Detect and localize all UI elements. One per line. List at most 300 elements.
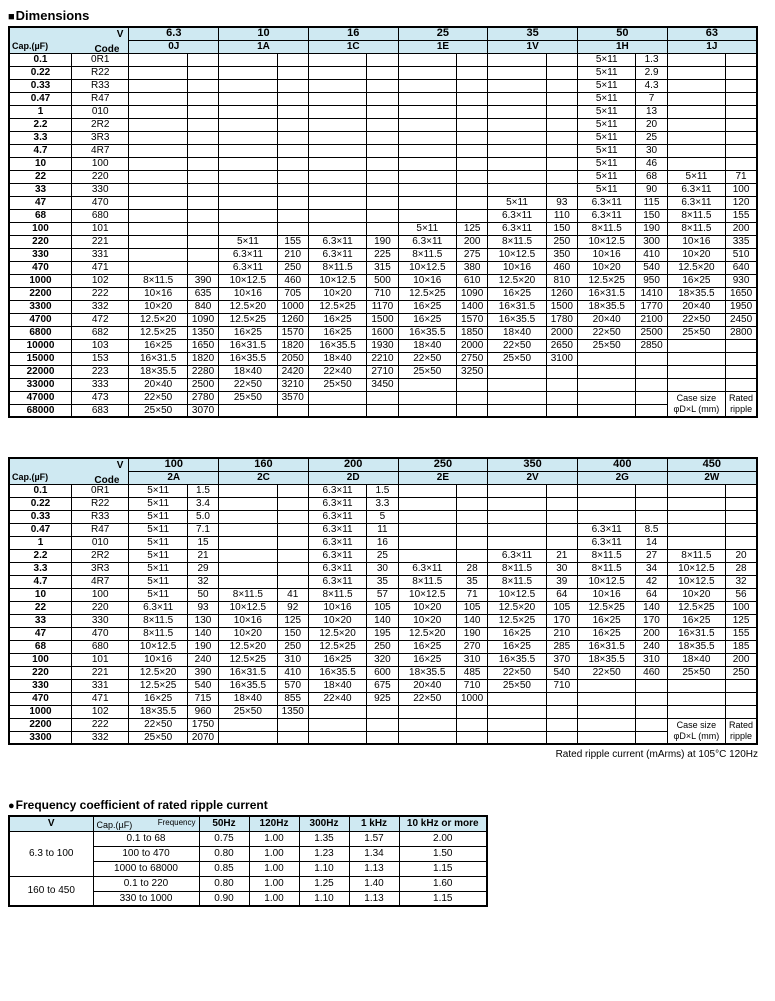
case-size-cell: 20×40 <box>398 679 456 692</box>
case-size-cell: 6.3×11 <box>308 484 366 497</box>
ripple-current-cell <box>726 144 757 157</box>
cap-code-cell: 222 <box>71 718 128 731</box>
ripple-current-cell: 410 <box>636 248 667 261</box>
ripple-current-cell: 2000 <box>546 326 577 339</box>
case-size-cell <box>667 92 725 105</box>
case-size-cell: 18×40 <box>488 326 546 339</box>
cap-code-cell: 4R7 <box>71 575 128 588</box>
ripple-current-cell: 1500 <box>367 313 398 326</box>
square-bullet-icon: ■ <box>8 11 15 23</box>
cap-code-cell: 0R1 <box>72 53 129 66</box>
case-size-cell <box>398 404 456 417</box>
case-size-cell <box>667 131 725 144</box>
circle-bullet-icon: ● <box>8 800 15 812</box>
case-size-cell <box>577 497 635 510</box>
case-size-cell <box>667 692 725 705</box>
coefficient-cell: 1.23 <box>299 846 349 861</box>
case-size-cell <box>219 66 277 79</box>
ripple-current-cell: 840 <box>187 300 218 313</box>
case-size-cell: 18×40 <box>219 692 277 705</box>
case-size-cell <box>398 79 456 92</box>
table-row <box>9 183 757 196</box>
ripple-current-cell: 50 <box>187 588 218 601</box>
case-size-cell <box>219 536 277 549</box>
ripple-current-cell: 2210 <box>367 352 398 365</box>
table-row <box>9 679 757 692</box>
case-size-cell <box>398 549 456 562</box>
ripple-current-cell: 300 <box>636 235 667 248</box>
ripple-current-cell: 410 <box>277 666 308 679</box>
case-size-cell: 25×50 <box>219 391 277 404</box>
ripple-current-cell <box>546 523 577 536</box>
cap-value-cell: 22 <box>9 601 71 614</box>
ripple-current-cell: 57 <box>367 588 398 601</box>
ripple-current-cell: 1650 <box>187 339 218 352</box>
case-size-cell: 16×25 <box>129 339 187 352</box>
case-size-cell <box>219 209 277 222</box>
ripple-current-cell: 150 <box>636 209 667 222</box>
ripple-current-cell: 315 <box>367 261 398 274</box>
case-size-cell <box>488 404 546 417</box>
case-size-cell <box>398 718 456 731</box>
ripple-current-cell: 170 <box>546 614 577 627</box>
case-size-label: Case size <box>676 392 717 403</box>
ripple-current-cell <box>367 196 398 209</box>
table-row <box>9 131 757 144</box>
case-size-cell <box>577 365 635 378</box>
ripple-current-cell <box>546 731 577 744</box>
case-size-cell <box>667 536 725 549</box>
ripple-current-cell: 140 <box>187 627 218 640</box>
ripple-current-cell <box>636 352 667 365</box>
case-size-cell <box>667 53 725 66</box>
case-size-cell <box>577 679 635 692</box>
ripple-current-cell: 600 <box>367 666 398 679</box>
cap-code-cell: 2R2 <box>72 118 129 131</box>
ripple-current-cell: 250 <box>726 666 757 679</box>
ripple-current-cell: 1090 <box>187 313 218 326</box>
ripple-current-cell: 105 <box>546 601 577 614</box>
ripple-current-cell <box>456 705 487 718</box>
case-size-cell <box>577 705 635 718</box>
ripple-current-cell <box>457 209 488 222</box>
voltage-code-header-cell: 1H <box>577 40 667 53</box>
case-size-cell <box>308 391 366 404</box>
ripple-current-cell: 8.5 <box>636 523 667 536</box>
case-size-cell <box>577 378 635 391</box>
case-size-cell: 10×16 <box>577 588 635 601</box>
case-size-cell: 10×12.5 <box>308 274 366 287</box>
rated-label: Rated <box>729 719 754 730</box>
cap-code-cell: R22 <box>71 497 128 510</box>
cap-code-cell: R47 <box>71 523 128 536</box>
ripple-current-cell <box>457 157 488 170</box>
ripple-current-cell: 710 <box>546 679 577 692</box>
ripple-current-cell: 390 <box>187 666 218 679</box>
cap-range-cell: 1000 to 68000 <box>93 861 199 876</box>
cap-code-cell: 332 <box>72 300 129 313</box>
voltage-header-cell: 400 <box>577 458 667 471</box>
ripple-current-cell <box>367 53 398 66</box>
ripple-current-cell <box>456 510 487 523</box>
cap-value-cell: 330 <box>9 679 71 692</box>
freq-cap-axis-label: Cap.(µF) <box>96 819 133 830</box>
case-size-cell: 12.5×25 <box>667 601 725 614</box>
cap-code-cell: 100 <box>72 157 129 170</box>
ripple-current-cell <box>726 497 757 510</box>
case-size-cell: 16×25 <box>398 300 456 313</box>
case-size-legend-cell <box>667 718 725 744</box>
ripple-current-cell: 335 <box>726 235 757 248</box>
ripple-current-cell: 635 <box>187 287 218 300</box>
case-size-cell: 6.3×11 <box>577 196 635 209</box>
case-size-cell: 5×11 <box>577 92 635 105</box>
ripple-current-cell <box>277 170 308 183</box>
ripple-current-cell <box>546 66 577 79</box>
voltage-code-header-cell: 2G <box>577 471 667 484</box>
table-row <box>9 352 757 365</box>
ripple-current-cell <box>277 131 308 144</box>
case-size-cell <box>488 484 546 497</box>
code-axis-label: Code <box>94 44 120 53</box>
case-size-unit-label: φD×L (mm) <box>673 730 720 741</box>
cap-value-cell: 68 <box>9 209 72 222</box>
cap-value-cell: 33000 <box>9 378 72 391</box>
ripple-current-cell: 3070 <box>187 404 218 417</box>
case-size-cell <box>129 157 187 170</box>
case-size-cell: 8×11.5 <box>219 588 277 601</box>
ripple-current-cell <box>457 196 488 209</box>
case-size-cell: 6.3×11 <box>308 575 366 588</box>
case-size-cell: 8×11.5 <box>398 248 456 261</box>
case-size-cell <box>667 118 725 131</box>
case-size-cell: 5×11 <box>577 131 635 144</box>
case-size-cell <box>129 183 187 196</box>
ripple-current-cell <box>546 118 577 131</box>
case-size-cell: 5×11 <box>129 523 187 536</box>
case-size-cell <box>398 510 456 523</box>
case-size-cell <box>488 497 546 510</box>
table-row <box>9 196 757 209</box>
ripple-current-cell <box>456 718 487 731</box>
case-size-cell: 18×40 <box>667 653 725 666</box>
cap-value-cell: 330 <box>9 248 72 261</box>
case-size-cell: 16×25 <box>308 326 366 339</box>
table-row <box>9 718 757 731</box>
dimensions-section-title <box>8 8 766 23</box>
case-size-cell: 18×35.5 <box>577 300 635 313</box>
ripple-current-cell: 16 <box>367 536 398 549</box>
case-size-cell: 6.3×11 <box>308 510 366 523</box>
ripple-current-cell <box>546 92 577 105</box>
ripple-current-cell: 3570 <box>277 391 308 404</box>
ripple-current-cell <box>277 79 308 92</box>
ripple-current-cell <box>546 105 577 118</box>
case-size-cell: 25×50 <box>667 666 725 679</box>
case-size-cell: 16×35.5 <box>488 653 546 666</box>
table-row <box>9 66 757 79</box>
case-size-cell <box>219 144 277 157</box>
case-size-cell <box>577 484 635 497</box>
voltage-range-cell: 160 to 450 <box>9 876 93 906</box>
ripple-current-cell <box>277 731 308 744</box>
ripple-current-cell: 13 <box>636 105 667 118</box>
table-row <box>9 170 757 183</box>
ripple-current-cell: 710 <box>456 679 487 692</box>
case-size-cell <box>129 131 187 144</box>
case-size-cell: 18×35.5 <box>667 287 725 300</box>
case-size-cell <box>577 404 635 417</box>
ripple-current-cell: 1.5 <box>187 484 218 497</box>
case-size-cell: 10×12.5 <box>577 575 635 588</box>
ripple-current-cell <box>367 731 398 744</box>
ripple-current-cell: 285 <box>546 640 577 653</box>
ripple-current-cell: 1350 <box>187 326 218 339</box>
case-size-cell <box>488 718 546 731</box>
ripple-current-cell <box>457 131 488 144</box>
ripple-current-cell: 460 <box>277 274 308 287</box>
ripple-current-cell: 185 <box>726 640 757 653</box>
ripple-current-cell: 540 <box>546 666 577 679</box>
case-size-cell <box>219 92 277 105</box>
case-size-cell <box>398 53 456 66</box>
cap-code-cell: 472 <box>72 313 129 326</box>
ripple-current-cell: 105 <box>367 601 398 614</box>
cap-code-cell: 3R3 <box>71 562 128 575</box>
ripple-current-note: Rated ripple current (mArms) at 105°C 120Hz <box>555 749 758 760</box>
cap-value-cell: 220 <box>9 235 72 248</box>
cap-value-cell: 33 <box>9 183 72 196</box>
ripple-current-cell: 190 <box>367 235 398 248</box>
case-size-cell: 12.5×20 <box>488 601 546 614</box>
case-size-cell <box>308 92 366 105</box>
case-size-cell <box>129 53 187 66</box>
ripple-current-cell <box>367 718 398 731</box>
ripple-current-cell <box>546 79 577 92</box>
case-size-cell: 25×50 <box>398 365 456 378</box>
case-size-cell: 10×20 <box>577 261 635 274</box>
case-size-cell <box>308 131 366 144</box>
case-size-cell: 16×25 <box>308 653 366 666</box>
case-size-cell: 10×20 <box>398 601 456 614</box>
ripple-current-cell: 7 <box>636 92 667 105</box>
ripple-current-cell: 190 <box>636 222 667 235</box>
ripple-current-cell <box>726 679 757 692</box>
case-size-cell: 10×16 <box>129 287 187 300</box>
ripple-current-cell: 1260 <box>546 287 577 300</box>
case-size-cell <box>129 235 187 248</box>
case-size-cell <box>219 105 277 118</box>
coefficient-cell: 1.10 <box>299 861 349 876</box>
ripple-current-cell <box>636 679 667 692</box>
table-row <box>9 274 757 287</box>
case-size-cell: 5×11 <box>129 536 187 549</box>
case-size-cell <box>488 131 546 144</box>
cap-value-cell: 47000 <box>9 391 72 404</box>
voltage-code-header-cell: 2E <box>398 471 488 484</box>
coefficient-cell: 0.75 <box>199 831 249 846</box>
ripple-current-cell: 32 <box>726 575 757 588</box>
case-size-cell <box>308 705 366 718</box>
ripple-current-cell: 115 <box>636 196 667 209</box>
coefficient-cell: 0.80 <box>199 846 249 861</box>
case-size-cell: 5×11 <box>577 118 635 131</box>
ripple-current-cell: 370 <box>546 653 577 666</box>
ripple-current-cell <box>726 692 757 705</box>
ripple-current-cell: 2070 <box>187 731 218 744</box>
case-size-cell: 16×31.5 <box>219 666 277 679</box>
case-size-cell: 10×16 <box>308 601 366 614</box>
ripple-current-cell: 715 <box>187 692 218 705</box>
ripple-current-cell: 225 <box>367 248 398 261</box>
ripple-current-cell: 20 <box>726 549 757 562</box>
case-size-cell <box>667 497 725 510</box>
table-corner-cell <box>9 27 129 53</box>
case-size-cell: 16×25 <box>219 326 277 339</box>
ripple-current-cell <box>187 196 218 209</box>
cap-code-cell: 683 <box>72 404 129 417</box>
cap-value-cell: 1000 <box>9 705 71 718</box>
coefficient-cell: 1.15 <box>399 891 487 906</box>
case-size-cell: 22×40 <box>308 365 366 378</box>
table-row <box>9 692 757 705</box>
case-size-cell: 18×40 <box>308 679 366 692</box>
ripple-current-cell: 4.3 <box>636 79 667 92</box>
ripple-current-cell: 1410 <box>636 287 667 300</box>
ripple-current-cell: 155 <box>277 235 308 248</box>
ripple-current-cell: 5 <box>367 510 398 523</box>
rated-ripple-legend-cell <box>726 718 757 744</box>
ripple-current-cell: 460 <box>636 666 667 679</box>
ripple-current-cell <box>277 497 308 510</box>
ripple-current-cell <box>636 365 667 378</box>
ripple-current-cell <box>367 391 398 404</box>
ripple-current-cell: 21 <box>546 549 577 562</box>
frequency-column-header: 1 kHz <box>349 816 399 831</box>
case-size-cell <box>488 391 546 404</box>
cap-range-cell: 330 to 1000 <box>93 891 199 906</box>
ripple-current-cell: 485 <box>456 666 487 679</box>
ripple-current-cell <box>367 183 398 196</box>
ripple-current-cell <box>546 365 577 378</box>
ripple-current-cell: 1820 <box>277 339 308 352</box>
case-size-cell: 16×25 <box>488 640 546 653</box>
case-size-cell <box>488 92 546 105</box>
table-row <box>9 378 757 391</box>
ripple-current-cell: 27 <box>636 549 667 562</box>
case-size-cell <box>308 196 366 209</box>
ripple-current-cell: 960 <box>187 705 218 718</box>
case-size-cell: 6.3×11 <box>219 261 277 274</box>
cap-code-cell: 4R7 <box>72 144 129 157</box>
voltage-header-cell: 100 <box>129 458 219 471</box>
case-size-cell <box>577 352 635 365</box>
case-size-cell <box>488 183 546 196</box>
case-size-cell <box>398 731 456 744</box>
ripple-current-cell: 250 <box>367 640 398 653</box>
ripple-current-cell <box>546 404 577 417</box>
case-size-cell <box>398 536 456 549</box>
case-size-cell: 16×35.5 <box>308 339 366 352</box>
ripple-current-cell: 200 <box>457 235 488 248</box>
case-size-cell: 16×31.5 <box>667 627 725 640</box>
coefficient-cell: 0.85 <box>199 861 249 876</box>
ripple-current-cell <box>546 497 577 510</box>
cap-code-cell: 680 <box>71 640 128 653</box>
coefficient-cell: 1.25 <box>299 876 349 891</box>
ripple-current-cell: 540 <box>187 679 218 692</box>
case-size-cell <box>488 53 546 66</box>
ripple-current-cell: 240 <box>636 640 667 653</box>
cap-value-cell: 1 <box>9 105 72 118</box>
voltage-header-cell: 200 <box>308 458 398 471</box>
cap-value-cell: 2.2 <box>9 118 72 131</box>
ripple-current-cell <box>367 118 398 131</box>
case-size-cell <box>667 523 725 536</box>
case-size-cell: 8×11.5 <box>398 575 456 588</box>
cap-code-cell: 223 <box>72 365 129 378</box>
case-size-cell <box>398 105 456 118</box>
case-size-cell: 6.3×11 <box>667 183 725 196</box>
voltage-header-cell: 350 <box>488 458 578 471</box>
cap-code-cell: 101 <box>71 653 128 666</box>
ripple-current-cell <box>187 92 218 105</box>
ripple-current-cell: 200 <box>726 222 757 235</box>
cap-code-cell: 333 <box>72 378 129 391</box>
coefficient-cell: 1.00 <box>249 861 299 876</box>
case-size-cell: 18×35.5 <box>398 666 456 679</box>
ripple-current-cell <box>457 92 488 105</box>
cap-value-cell: 15000 <box>9 352 72 365</box>
dimensions-table-low-voltage <box>8 26 758 418</box>
cap-value-cell: 10000 <box>9 339 72 352</box>
cap-value-cell: 100 <box>9 222 72 235</box>
case-size-cell: 10×16 <box>577 248 635 261</box>
ripple-current-cell: 90 <box>636 183 667 196</box>
table-row <box>9 404 757 417</box>
case-size-cell: 8×11.5 <box>488 562 546 575</box>
table-row <box>9 79 757 92</box>
case-size-cell: 16×25 <box>667 614 725 627</box>
case-size-cell: 10×16 <box>219 614 277 627</box>
ripple-current-cell <box>187 131 218 144</box>
case-size-cell: 6.3×11 <box>308 562 366 575</box>
case-size-cell: 12.5×25 <box>219 653 277 666</box>
ripple-current-cell <box>456 549 487 562</box>
table-row <box>9 666 757 679</box>
case-size-legend-cell <box>667 391 725 417</box>
case-size-cell: 18×35.5 <box>129 705 187 718</box>
cap-range-cell: 0.1 to 68 <box>93 831 199 846</box>
ripple-current-cell <box>457 378 488 391</box>
table-row <box>9 313 757 326</box>
ripple-current-cell <box>457 170 488 183</box>
case-size-cell <box>129 105 187 118</box>
ripple-current-cell: 540 <box>636 261 667 274</box>
ripple-current-cell <box>277 222 308 235</box>
coefficient-cell: 1.57 <box>349 831 399 846</box>
cap-value-cell: 470 <box>9 692 71 705</box>
cap-code-cell: 3R3 <box>72 131 129 144</box>
case-size-cell: 6.3×11 <box>488 222 546 235</box>
case-size-cell: 6.3×11 <box>129 601 187 614</box>
case-size-cell: 16×31.5 <box>129 352 187 365</box>
case-size-cell <box>488 523 546 536</box>
case-size-cell: 16×25 <box>577 614 635 627</box>
case-size-cell: 22×50 <box>577 326 635 339</box>
case-size-cell: 16×35.5 <box>488 313 546 326</box>
ripple-current-cell <box>367 131 398 144</box>
